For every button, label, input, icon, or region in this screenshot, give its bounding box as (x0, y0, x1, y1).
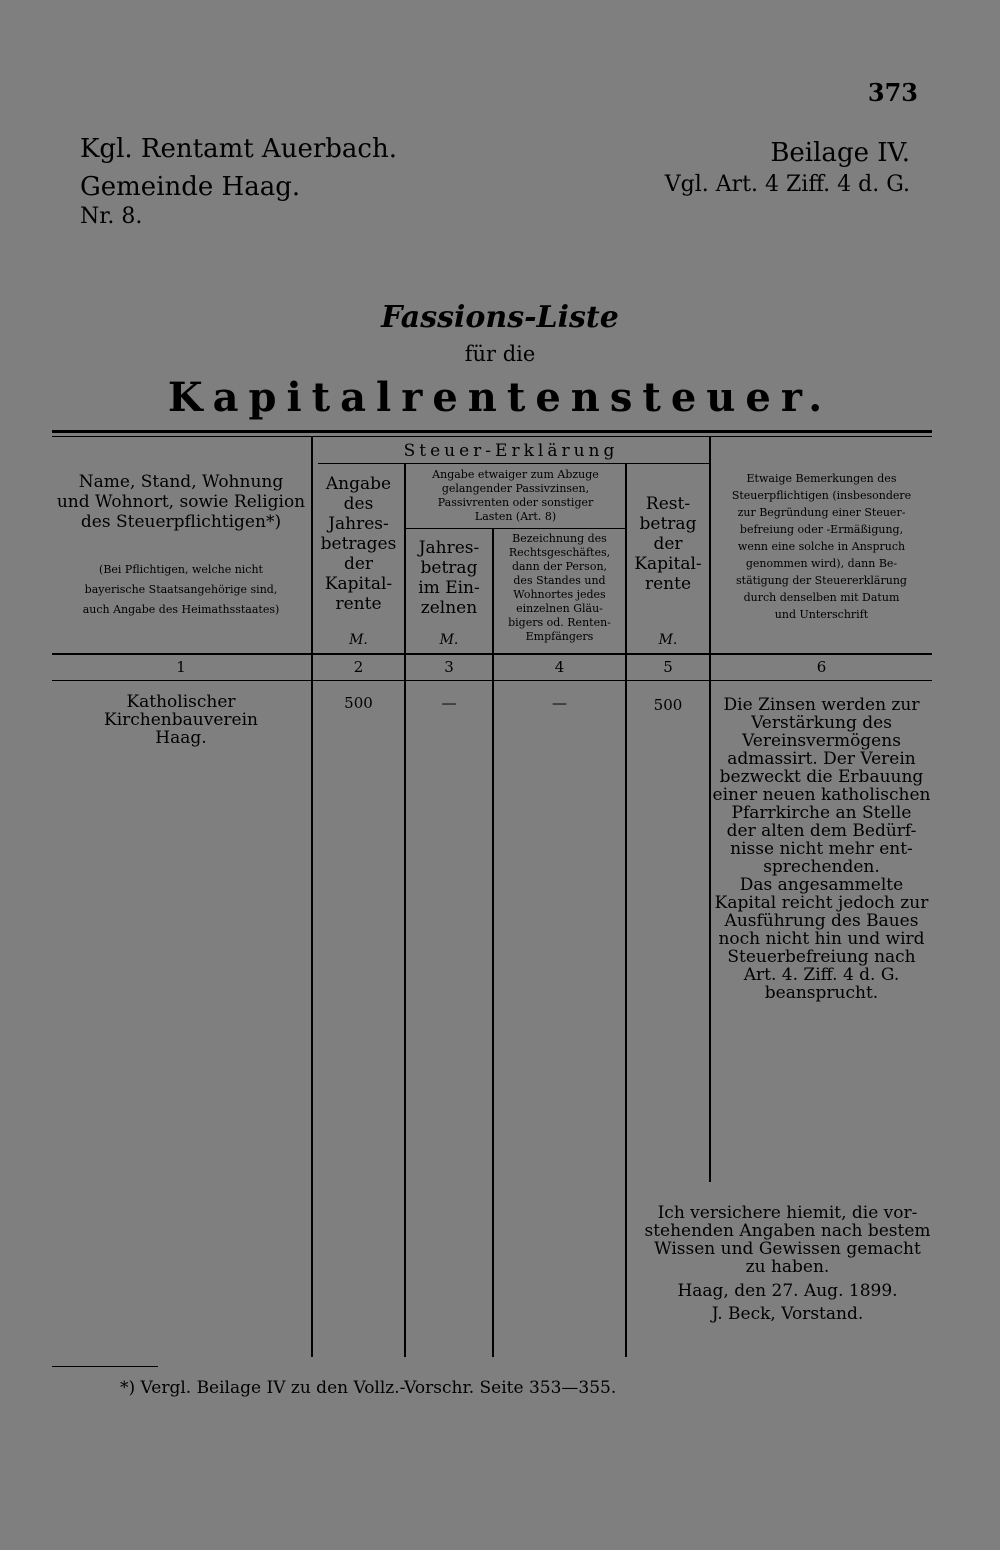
col4-header-line: Rechtsgeschäftes, (508, 546, 611, 559)
col6-header-line: genommen wird), dann Be- (745, 557, 898, 570)
col2-header-line: Angabe (325, 474, 392, 494)
col2-unit: M. (349, 632, 368, 648)
taxpayer-name-line: Kirchenbauverein (104, 710, 258, 730)
remarks-line: sprechenden. (763, 857, 880, 877)
deduction-amount: — (441, 694, 457, 712)
col6-header-line: zur Begründung einer Steuer- (737, 506, 906, 519)
taxpayer-name (52, 693, 310, 747)
appendix-label: Beilage IV. (770, 138, 910, 168)
col6-header-line: und Unterschrift (774, 608, 869, 621)
col5-unit: M. (658, 632, 678, 648)
deductions-header-line: Passivrenten oder sonstiger (437, 496, 594, 509)
column-number: 4 (554, 658, 565, 676)
declaration-line: Wissen und Gewissen gemacht (654, 1239, 921, 1259)
remarks-line: beansprucht. (764, 983, 879, 1003)
remarks-line: admassirt. Der Verein (727, 749, 916, 769)
col5-header-line: Rest- (645, 494, 691, 514)
remarks-line: Pfarrkirche an Stelle (731, 803, 912, 823)
col2-header-line: Jahres- (328, 514, 389, 534)
remarks-line: Ausführung des Baues (724, 911, 919, 931)
col4-header-line: Empfängers (525, 630, 594, 643)
col5-header (627, 494, 709, 594)
office-name: Kgl. Rentamt Auerbach. (80, 134, 397, 164)
col1-note-line: (Bei Pflichtigen, welche nicht (99, 563, 263, 576)
municipality-name: Gemeinde Haag. (80, 172, 301, 202)
col3-unit: M. (439, 632, 459, 648)
col4-header-line: bigers od. Renten- (508, 616, 611, 629)
col3-header-line: zelnen (420, 598, 478, 618)
col6-header-line: durch denselben mit Datum (743, 591, 900, 604)
col1-header-line: des Steuerpflichtigen*) (80, 512, 282, 532)
col1-header (52, 472, 310, 532)
col4-header (494, 532, 625, 644)
remarks-line: nisse nicht mehr ent- (730, 839, 913, 859)
col2-header-line: der (343, 554, 374, 574)
col3-header-line: im Ein- (418, 578, 480, 598)
deductions-header (406, 468, 625, 524)
remarks-line: Die Zinsen werden zur (723, 695, 920, 715)
remarks-line: Das angesammelte (739, 875, 904, 895)
col1-note-line: auch Angabe des Heimathsstaates) (82, 603, 280, 616)
col4-header-line: des Standes und (513, 574, 606, 587)
remarks-line: Steuerbefreiung nach (727, 947, 916, 967)
col2-header-line: rente (335, 594, 382, 614)
col5-header-line: Kapital- (634, 554, 702, 574)
col5-header-line: rente (644, 574, 692, 594)
page-number: 373 (867, 78, 918, 107)
annual-amount: 500 (344, 694, 373, 712)
col2-header-line: Kapital- (324, 574, 393, 594)
col3-header (406, 538, 492, 618)
deductions-header-line: Angabe etwaiger zum Abzuge (432, 468, 599, 481)
col1-header-line: und Wohnort, sowie Religion (56, 492, 306, 512)
remarks-line: noch nicht hin und wird (718, 929, 925, 949)
col2-header-line: des (343, 494, 374, 514)
col1-header-line: Name, Stand, Wohnung (78, 472, 284, 492)
remarks-line: einer neuen katholischen (712, 785, 931, 805)
col4-header-line: dann der Person, (511, 560, 608, 573)
declaration-line: stehenden Angaben nach bestem (644, 1221, 931, 1241)
title-subline: für die (464, 342, 536, 366)
document-title: Fassions-Liste (381, 300, 619, 335)
subgroup-rule (406, 528, 627, 529)
group-header-tax-declaration: Steuer-Erklärung (403, 441, 619, 461)
remaining-amount: 500 (653, 696, 683, 714)
group-header-rule (318, 463, 710, 464)
col5-header-line: betrag (639, 514, 697, 534)
remarks-line: bezweckt die Erbauung (719, 767, 924, 787)
col1-note-line: bayerische Staatsangehörige sind, (84, 583, 278, 596)
remarks-line: der alten dem Bedürf- (726, 821, 917, 841)
footnote: *) Vergl. Beilage IV zu den Vollz.-Vorschr. Seite 353—355. (120, 1378, 617, 1398)
legal-reference: Vgl. Art. 4 Ziff. 4 d. G. (664, 172, 910, 197)
remarks-line: Kapital reicht jedoch zur (714, 893, 929, 913)
declaration-date: Haag, den 27. Aug. 1899. (677, 1281, 898, 1301)
remarks-line: Art. 4. Ziff. 4 d. G. (743, 965, 900, 985)
remarks (711, 696, 932, 1002)
col2-header (313, 474, 404, 614)
col3-header-line: Jahres- (418, 538, 480, 558)
column-number: 1 (176, 658, 186, 676)
column-number: 2 (353, 658, 364, 676)
declaration (640, 1204, 935, 1276)
deductions-header-line: Lasten (Art. 8) (474, 510, 557, 523)
footnote-rule (52, 1366, 158, 1367)
document-number: Nr. 8. (80, 204, 143, 229)
taxpayer-name-line: Katholischer (126, 692, 236, 712)
col6-header (711, 470, 932, 623)
col6-header-line: Etwaige Bemerkungen des (746, 472, 897, 485)
col5-header-line: der (653, 534, 683, 554)
column-divider-4 (625, 463, 627, 1357)
col3-header-line: betrag (420, 558, 478, 578)
col6-header-line: Steuerpflichtigen (insbesondere (731, 489, 912, 502)
col2-header-line: betrages (320, 534, 397, 554)
col6-header-line: wenn eine solche in Anspruch (737, 540, 906, 553)
column-number: 3 (444, 658, 454, 676)
col4-header-line: Wohnortes jedes (513, 588, 606, 601)
deduction-description: — (552, 694, 567, 712)
column-number: 6 (816, 658, 827, 676)
taxpayer-name-line: Haag. (155, 728, 207, 748)
declaration-line: zu haben. (745, 1257, 830, 1277)
signature: J. Beck, Vorstand. (711, 1304, 864, 1324)
table-top-rule (52, 430, 932, 433)
remarks-line: Vereinsvermögens (742, 731, 901, 751)
deductions-header-line: gelangender Passivzinsen, (441, 482, 590, 495)
tax-name: Kapitalrentensteuer. (167, 374, 833, 421)
column-number: 5 (663, 658, 673, 676)
col1-note (52, 560, 310, 620)
remarks-line: Verstärkung des (751, 713, 892, 733)
table-top-rule-thin (52, 436, 932, 437)
col4-header-line: Bezeichnung des (512, 532, 607, 545)
declaration-line: Ich versichere hiemit, die vor- (657, 1203, 918, 1223)
col4-header-line: einzelnen Gläu- (516, 602, 603, 615)
column-divider-3 (492, 528, 494, 1357)
col6-header-line: stätigung der Steuererklärung (736, 574, 907, 587)
col6-header-line: befreiung oder -Ermäßigung, (739, 523, 904, 536)
